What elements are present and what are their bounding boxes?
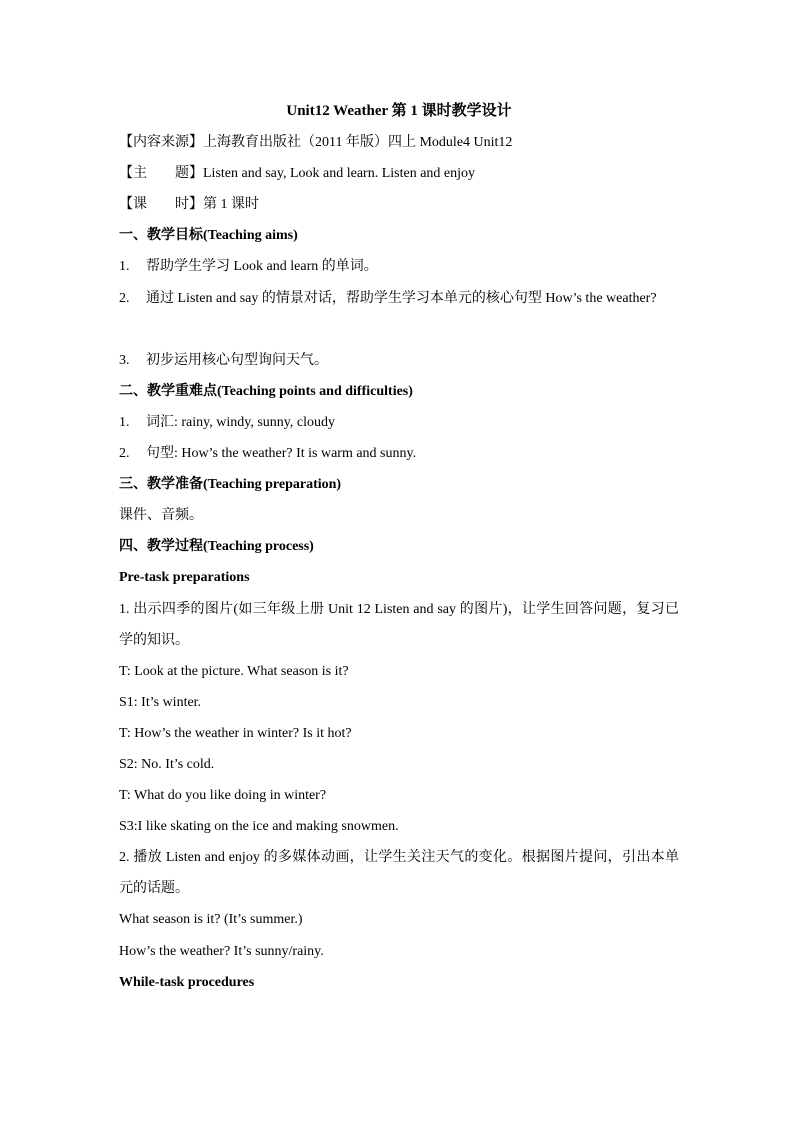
aims-heading: 一、教学目标(Teaching aims) [119,228,298,244]
document-title: Unit12 Weather 第 1 课时教学设计 [286,103,512,119]
aim-item-1 [119,251,679,282]
step-2-text: 2. 播放 Listen and enjoy 的多媒体动画，让学生关注天气的变化。根据图片提问，引出本单元的话题。 [119,850,679,897]
point-item-2 [119,438,679,469]
point-item-1 [119,407,679,438]
process-heading: 四、教学过程(Teaching process) [119,539,314,555]
point-text: 词汇: rainy, windy, sunny, cloudy [146,414,335,430]
aim-text: 帮助学生学习 Look and learn 的单词。 [146,259,378,275]
period-line [119,189,679,220]
source-line [119,127,679,158]
dialogue-line: S3:I like skating on the ice and making snowmen. [119,819,399,835]
dialogue-line: T: Look at the picture. What season is it? [119,663,349,679]
topic-label: 【主 题】 [119,166,203,182]
prep-heading: 三、教学准备(Teaching preparation) [119,477,342,493]
dialogue-line: S2: No. It’s cold. [119,756,215,772]
aim-item-2 [119,283,679,345]
pre-task-heading: Pre-task preparations [119,570,250,586]
period-value: 第 1 课时 [203,197,259,213]
prep-text: 课件、音频。 [119,508,203,524]
dialogue-line: What season is it? (It’s summer.) [119,912,303,928]
aim-number: 3. [119,352,130,368]
topic-value: Listen and say, Look and learn. Listen and enjoy [203,166,476,182]
dialogue-line: T: What do you like doing in winter? [119,788,327,804]
source-label: 【内容来源】 [119,135,203,151]
topic-line [119,158,679,189]
point-text: 句型: How’s the weather? It is warm and sunny. [146,446,417,462]
point-number: 1. [119,414,130,430]
aim-text: 初步运用核心句型询问天气。 [146,352,328,368]
aim-number: 1. [119,259,130,275]
dialogue-line: S1: It’s winter. [119,694,202,710]
source-value: 上海教育出版社（2011 年版）四上 Module4 Unit12 [203,135,513,151]
point-number: 2. [119,446,130,462]
dialogue-line: T: How’s the weather in winter? Is it hot? [119,725,352,741]
aim-number: 2. [119,290,130,306]
period-label: 【课 时】 [119,197,203,213]
document-page [119,96,679,998]
dialogue-line: How’s the weather? It’s sunny/rainy. [119,943,324,959]
aim-text: 通过 Listen and say 的情景对话，帮助学生学习本单元的核心句型 How’s the weather? [146,290,657,306]
while-task-heading: While-task procedures [119,974,255,990]
aim-item-3 [119,345,679,376]
points-heading: 二、教学重难点(Teaching points and difficulties) [119,383,413,399]
step-1-text: 1. 出示四季的图片(如三年级上册 Unit 12 Listen and say 的图片)，让学生回答问题，复习已学的知识。 [119,601,679,648]
